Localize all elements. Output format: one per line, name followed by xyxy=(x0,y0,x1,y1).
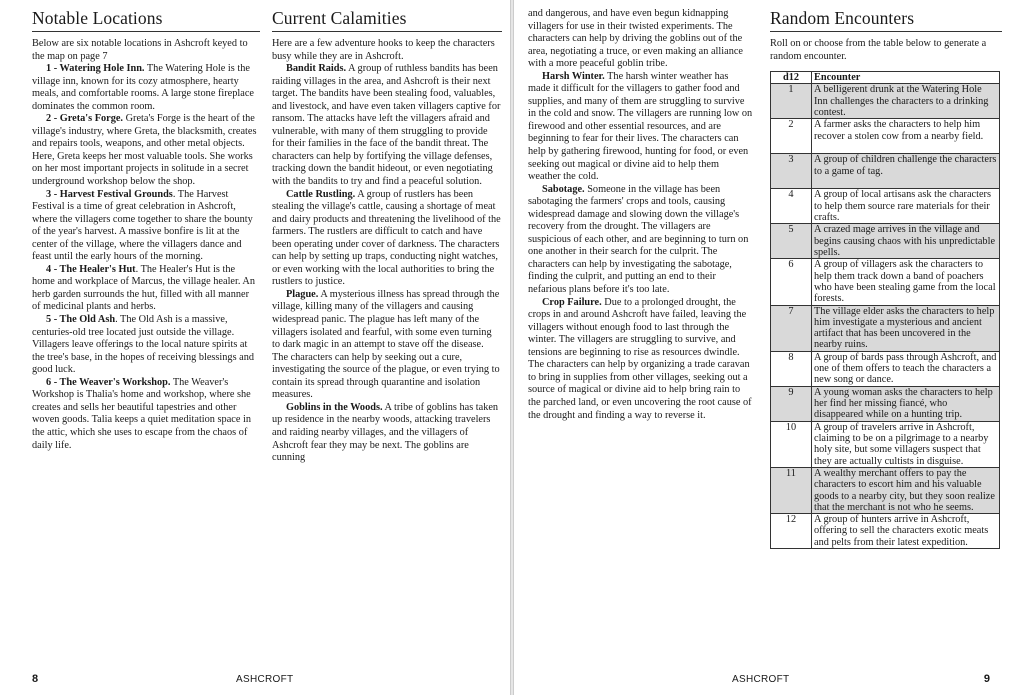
encounter-text: A group of hunters arrive in Ashcroft, offering to sell the characters exotic meats and pelts from their latest expedition. xyxy=(812,514,1000,549)
location-entry-title: 6 - The Weaver's Workshop. xyxy=(46,376,171,388)
calamities-continued-list xyxy=(528,71,753,422)
encounter-row xyxy=(771,305,1000,351)
encounter-text: A group of bards pass through Ashcroft, and one of them offers to teach the characters a new song or dance. xyxy=(812,351,1000,386)
encounter-row xyxy=(771,224,1000,259)
calamity-entry xyxy=(272,402,502,465)
calamity-entry-text: A group of rustlers has been stealing the village's cattle, causing a shortage of meat and dairy products and threatening the livelihood of the farmers. The rustlers are difficult to catch and have been operating under cover of darkness. The characters can help by setting up traps, conducting night watches, or even working with the local authorities to bring the rustlers to justice. xyxy=(272,188,501,288)
calamity-entry xyxy=(272,63,502,188)
encounter-row xyxy=(771,514,1000,549)
calamity-entry xyxy=(272,189,502,289)
calamity-entry-text: A mysterious illness has spread through the village, killing many of the villagers and causing widespread panic. The plague has left many of the villagers isolated and fearful, with some even turning to dark magic in an attempt to stave off the disease. The characters can help by seeking out a cure, investigating the source of the plague, or even trying to contain its spread through quarantine and isolation measures. xyxy=(272,288,500,401)
encounter-table-body xyxy=(771,84,1000,549)
notable-locations-heading: Notable Locations xyxy=(32,8,260,32)
location-entry xyxy=(32,377,260,452)
encounter-text: The village elder asks the characters to help him investigate a mysterious and ancient artifact that has been uncovered in the nearby ruins. xyxy=(812,305,1000,351)
current-calamities-heading: Current Calamities xyxy=(272,8,502,32)
header-d12: d12 xyxy=(771,72,812,84)
location-entry-title: 1 - Watering Hole Inn. xyxy=(46,63,145,75)
continued-lead: and dangerous, and have even begun kidnapping villagers for use in their twisted experiments. The characters can help by driving the goblins out of the area, negotiating a truce, or even making an alliance with a more peaceful goblin tribe. xyxy=(528,8,743,70)
notable-locations-column xyxy=(32,8,260,452)
encounter-roll: 4 xyxy=(771,189,812,224)
header-encounter: Encounter xyxy=(812,72,1000,84)
encounter-text: A group of children challenge the characters to a game of tag. xyxy=(812,154,1000,189)
encounter-roll: 2 xyxy=(771,119,812,154)
encounter-row xyxy=(771,119,1000,154)
calamity-entry-title: Crop Failure. xyxy=(542,296,602,308)
locations-intro: Below are six notable locations in Ashcroft keyed to the map on page 7 xyxy=(32,38,248,62)
calamity-entry xyxy=(528,71,753,184)
page-number-left: 8 xyxy=(32,673,39,685)
calamity-entry-title: Bandit Raids. xyxy=(286,63,347,75)
encounter-text: A belligerent drunk at the Watering Hole Inn challenges the characters to a drinking contest. xyxy=(812,84,1000,119)
encounters-intro: Roll on or choose from the table below to generate a random encounter. xyxy=(770,38,987,62)
encounter-roll: 10 xyxy=(771,421,812,467)
location-entry xyxy=(32,189,260,264)
encounter-row xyxy=(771,386,1000,421)
encounter-text: A farmer asks the characters to help him recover a stolen cow from a nearby field. xyxy=(812,119,1000,154)
location-entry-text: The Watering Hole is the village inn, known for its cozy atmosphere, hearty meals, and comfortable rooms. A large stone fireplace dominates the common room. xyxy=(32,63,254,112)
location-entry xyxy=(32,63,260,113)
location-entry-title: 4 - The Healer's Hut xyxy=(46,263,136,275)
location-entry-text: . The Harvest Festival is a time of great celebration in Ashcroft, where the villagers come together to share the bounty of the year's harvest. A massive bonfire is lit at the center of the village, where the villagers dance and feast until the early hours of the morning. xyxy=(32,188,253,263)
left-page xyxy=(0,0,510,695)
encounter-roll: 6 xyxy=(771,259,812,305)
calamity-entry-title: Sabotage. xyxy=(542,183,585,195)
random-encounters-heading: Random Encounters xyxy=(770,8,1002,32)
footer-title-right: ASHCROFT xyxy=(732,674,790,685)
calamity-entry-text: A group of ruthless bandits has been raiding villages in the area, and Ashcroft is their next target. The bandits have been stealing food, valuables, and livestock, and have even taken villagers captive for ransom. The attacks have left the villagers afraid and vulnerable, with many of them struggling to provide for their families in the face of the bandit threat. The characters can help by fortifying the village defenses, tracking down the bandit hideout, or even negotiating with the bandits to try and find a peaceful solution. xyxy=(272,63,501,188)
footer-title-left: ASHCROFT xyxy=(236,674,294,685)
encounter-text: A group of travelers arrive in Ashcroft, claiming to be on a pilgrimage to a nearby holy site, but some villagers suspect that they are actually cultists in disguise. xyxy=(812,421,1000,467)
encounter-text: A young woman asks the characters to help her find her missing fiancé, who disappeared while on a hunting trip. xyxy=(812,386,1000,421)
calamity-entry-title: Goblins in the Woods. xyxy=(286,401,383,413)
encounter-table xyxy=(770,71,1000,549)
right-page xyxy=(514,0,1024,695)
calamity-entry xyxy=(528,184,753,297)
calamity-entry-title: Plague. xyxy=(286,288,319,300)
encounter-row xyxy=(771,421,1000,467)
calamity-entry-title: Cattle Rustling. xyxy=(286,188,356,200)
location-entry-title: 3 - Harvest Festival Grounds xyxy=(46,188,173,200)
location-entry xyxy=(32,264,260,314)
location-entry-title: 2 - Greta's Forge. xyxy=(46,113,124,125)
encounter-roll: 5 xyxy=(771,224,812,259)
current-calamities-column xyxy=(272,8,502,465)
page-number-right: 9 xyxy=(983,673,990,685)
calamity-entry xyxy=(272,289,502,402)
encounter-row xyxy=(771,154,1000,189)
location-entry-text: . The Old Ash is a massive, centuries-old tree located just outside the village. Villagers leave offerings to the local nature spirits at the tree's base, in the hopes of receiving blessings and good luck. xyxy=(32,314,255,376)
encounter-roll: 7 xyxy=(771,305,812,351)
location-entry-title: 5 - The Old Ash xyxy=(46,314,116,326)
random-encounters-column xyxy=(770,8,1002,549)
encounter-row xyxy=(771,259,1000,305)
encounter-row xyxy=(771,467,1000,513)
calamities-list xyxy=(272,63,502,465)
encounter-row xyxy=(771,189,1000,224)
calamity-entry-text: A tribe of goblins has taken up residence in the nearby woods, attacking travelers and raiding nearby villages, and the villagers of Ashcroft fear they may be next. The goblins are cunning xyxy=(272,401,499,464)
encounter-text: A crazed mage arrives in the village and begins causing chaos with his unpredictable spells. xyxy=(812,224,1000,259)
calamity-entry xyxy=(528,297,753,422)
calamity-entry-text: The harsh winter weather has made it difficult for the villagers to gather food and supplies, and many of them are struggling to survive in the cold and snow. The villagers are running low on firewood and other essential resources, and are beginning to fear for their lives. The characters can help by gathering firewood, hunting for food, or even seeking out magical or divine aid to help them weather the cold. xyxy=(528,70,753,183)
encounter-roll: 8 xyxy=(771,351,812,386)
locations-list xyxy=(32,63,260,452)
calamity-entry-text: Someone in the village has been sabotaging the farmers' crops and tools, causing widespread damage and slowing down the village's recovery from the drought. The villagers are suspicious of each other, and are beginning to turn on one another in their search for the culprit. The characters can help by investigating the sabotage, finding the culprit, and putting an end to their nefarious plans before it's too late. xyxy=(528,183,749,296)
calamity-entry-text: Due to a prolonged drought, the crops in and around Ashcroft have failed, leaving the villagers without enough food to last through the winter. The villagers are struggling to survive, and tensions are beginning to rise as resources dwindle. The characters can help by organizing a trade caravan to bring in supplies from other villages, seeking out a source of magical or divine aid to help bring rain to the parched land, or even uncovering the root cause of the drought and finding a way to reverse it. xyxy=(528,296,752,421)
encounter-roll: 3 xyxy=(771,154,812,189)
encounter-text: A group of villagers ask the characters to help them track down a band of poachers who have been stealing game from the local forests. xyxy=(812,259,1000,305)
encounter-text: A wealthy merchant offers to pay the characters to escort him and his valuable goods to a nearby city, but they soon realize that the merchant is not who he seems. xyxy=(812,467,1000,513)
encounter-roll: 11 xyxy=(771,467,812,513)
location-entry-text: The Weaver's Workshop is Thalia's home and workshop, where she creates and sells her beautiful tapestries and other woven goods. Talia keeps a quiet meditation space in the attic, which she uses to escape from the chaos of daily life. xyxy=(32,376,251,451)
encounter-roll: 12 xyxy=(771,514,812,549)
encounter-roll: 9 xyxy=(771,386,812,421)
encounter-text: A group of local artisans ask the characters to help them source rare materials for their crafts. xyxy=(812,189,1000,224)
location-entry-text: Greta's Forge is the heart of the village's industry, where Greta, the blacksmith, creates and repairs tools, weapons, and other metal objects. Here, Greta keeps her most valuable tools. She works on her most important projects in solitude in a secret underground workshop below the shop. xyxy=(32,113,257,188)
encounter-roll: 1 xyxy=(771,84,812,119)
calamities-continued-column xyxy=(528,8,753,422)
location-entry xyxy=(32,314,260,377)
encounter-row xyxy=(771,84,1000,119)
encounter-row xyxy=(771,351,1000,386)
location-entry-text: . The Healer's Hut is the home and workplace of Marcus, the village healer. An herb garden surrounds the hut, filled with all manner of medicinal plants and herbs. xyxy=(32,263,256,313)
calamities-intro: Here are a few adventure hooks to keep the characters busy while they are in Ashcroft. xyxy=(272,38,495,62)
encounter-table-header xyxy=(771,72,1000,84)
calamity-entry-title: Harsh Winter. xyxy=(542,70,605,82)
location-entry xyxy=(32,113,260,188)
